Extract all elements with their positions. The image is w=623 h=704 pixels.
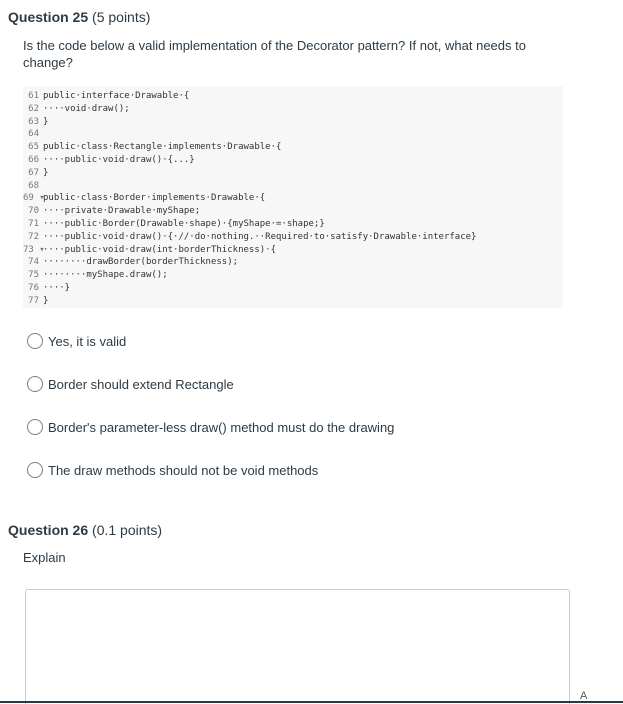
code-text: ········drawBorder(borderThickness); <box>43 257 239 268</box>
line-number: 74 <box>28 257 39 268</box>
line-number: 72 <box>28 231 39 242</box>
option-label: The draw methods should not be void methods <box>48 462 319 478</box>
question-26-points: (0.1 points) <box>92 522 163 538</box>
line-number: 70 <box>28 206 39 217</box>
line-number: 76 <box>28 283 39 293</box>
line-number: 69 ▾ <box>23 193 45 204</box>
line-number: 75 <box>28 270 39 281</box>
option-label: Border's parameter-less draw() method must do the drawing <box>48 419 395 435</box>
question-25-title: Question 25 <box>8 9 89 25</box>
line-number: 64 <box>28 129 39 140</box>
line-number: 71 <box>28 219 39 229</box>
radio-button[interactable] <box>27 462 43 478</box>
option-valid[interactable] <box>27 333 126 349</box>
code-text: } <box>43 295 49 306</box>
line-number: 66 <box>28 155 39 165</box>
code-text: public·interface·Drawable·{ <box>43 91 190 101</box>
line-number: 62 <box>28 103 39 114</box>
code-line <box>23 269 168 282</box>
code-text: public·class·Border·implements·Drawable·{ <box>43 193 266 204</box>
code-text: ····public·void·draw(int·borderThickness)·{ <box>43 244 276 255</box>
line-number: 77 <box>28 295 39 306</box>
code-line <box>23 90 189 103</box>
code-line <box>23 167 48 180</box>
question-26-header <box>8 522 162 538</box>
code-line <box>23 103 130 116</box>
option-label: Border should extend Rectangle <box>48 376 234 392</box>
code-line <box>23 244 276 257</box>
code-line <box>23 282 70 295</box>
line-number: 65 <box>28 142 39 153</box>
code-line <box>23 256 238 269</box>
code-text: ····void·draw(); <box>43 103 130 114</box>
question-26-title: Question 26 <box>8 522 89 538</box>
question-25-points: (5 points) <box>92 9 151 25</box>
bottom-divider <box>0 701 623 703</box>
code-text: } <box>43 116 49 127</box>
code-line <box>23 128 43 141</box>
question-26-prompt: Explain <box>23 550 66 565</box>
code-text: ········myShape.draw(); <box>43 270 168 281</box>
code-text: ····} <box>43 283 71 293</box>
question-25-header <box>8 9 150 25</box>
code-line <box>23 231 476 244</box>
radio-button[interactable] <box>27 333 43 349</box>
line-number: 73 ▾ <box>23 244 45 255</box>
corner-glyph: A <box>580 690 588 702</box>
line-number: 61 <box>28 91 39 101</box>
line-number: 68 <box>28 180 39 191</box>
code-text: ····private·Drawable·myShape; <box>43 206 201 217</box>
code-line <box>23 295 48 308</box>
code-text: ····public·void·draw()·{...} <box>43 155 195 165</box>
radio-button[interactable] <box>27 376 43 392</box>
option-not-void[interactable] <box>27 462 318 478</box>
code-line <box>23 192 265 205</box>
code-text: ····public·Border(Drawable·shape)·{myShape·=·shape;} <box>43 219 325 229</box>
code-line <box>23 116 48 129</box>
code-text: public·class·Rectangle·implements·Drawable·{ <box>43 142 282 153</box>
line-number: 67 <box>28 167 39 178</box>
code-line <box>23 205 200 218</box>
code-line <box>23 180 43 193</box>
code-line <box>23 218 325 231</box>
option-label: Yes, it is valid <box>48 333 127 349</box>
code-line <box>23 141 281 154</box>
code-text: ····public·void·draw()·{·//·do·nothing.··Required·to·satisfy·Drawable·interface} <box>43 231 477 242</box>
code-text: } <box>43 167 49 178</box>
code-line <box>23 154 195 167</box>
radio-button[interactable] <box>27 419 43 435</box>
option-extend-rectangle[interactable] <box>27 376 234 392</box>
explain-answer-textarea[interactable] <box>25 589 570 704</box>
line-number: 63 <box>28 116 39 127</box>
question-25-prompt: Is the code below a valid implementation of the Decorator pattern? If not, what needs to change? <box>23 38 526 70</box>
option-parameterless-draw[interactable] <box>27 419 394 435</box>
code-snippet-image <box>23 86 563 308</box>
